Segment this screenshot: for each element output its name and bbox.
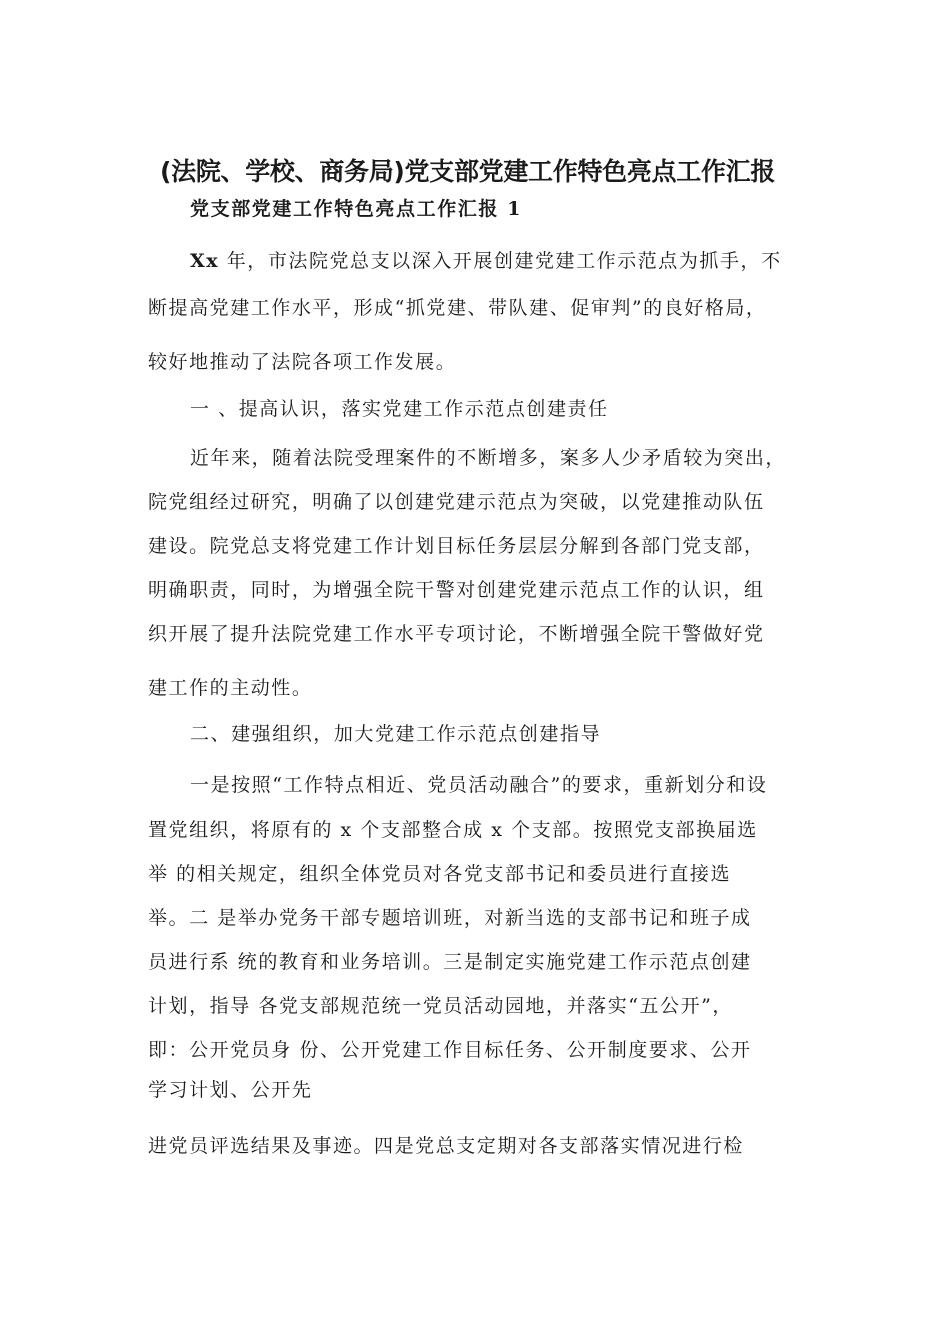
document-subtitle: 党支部党建工作特色亮点工作汇报 1 xyxy=(190,198,523,220)
paragraph-line: 举 的相关规定，组织全体党员对各党支部书记和委员进行直接选 xyxy=(148,863,731,885)
paragraph-line: 较好地推动了法院各项工作发展。 xyxy=(148,351,457,373)
paragraph-line: Xx 年，市法院党总支以深入开展创建党建工作示范点为抓手，不 xyxy=(190,250,782,272)
paragraph-line: 一是按照“工作特点相近、党员活动融合”的要求，重新划分和设 xyxy=(190,774,768,796)
paragraph-line: 学习计划、公开先 xyxy=(148,1079,313,1101)
section-heading: 一 、提高认识，落实党建工作示范点创建责任 xyxy=(190,398,609,420)
document-title: (法院、学校、商务局)党支部党建工作特色亮点工作汇报 xyxy=(160,157,776,186)
paragraph-line: 断提高党建工作水平，形成“抓党建、带队建、促审判”的良好格局， xyxy=(148,297,767,319)
paragraph-line: 院党组经过研究，明确了以创建党建示范点为突破，以党建推动队伍 xyxy=(148,491,765,513)
paragraph-line: 计划，指导 各党支部规范统一党员活动园地，并落实“五公开”， xyxy=(148,995,733,1017)
paragraph-line: 近年来，随着法院受理案件的不断增多，案多人少矛盾较为突出， xyxy=(190,447,786,469)
paragraph-line: 进党员评选结果及事迹。四是党总支定期对各支部落实情况进行检 xyxy=(148,1135,744,1157)
section-heading: 二、建强组织，加大党建工作示范点创建指导 xyxy=(190,723,602,745)
paragraph-line: 建工作的主动性。 xyxy=(148,677,313,699)
paragraph-line: 置党组织，将原有的 x 个支部整合成 x 个支部。按照党支部换届选 xyxy=(148,819,758,841)
paragraph-line: 即：公开党员身 份、公开党建工作目标任务、公开制度要求、公开 xyxy=(148,1039,752,1061)
paragraph-line: 织开展了提升法院党建工作水平专项讨论，不断增强全院干警做好党 xyxy=(148,623,765,645)
paragraph-line: 明确职责，同时，为增强全院干警对创建党建示范点工作的认识，组 xyxy=(148,579,765,601)
paragraph-line: 员进行系 统的教育和业务培训。三是制定实施党建工作示范点创建 xyxy=(148,951,752,973)
paragraph-line: 建设。院党总支将党建工作计划目标任务层层分解到各部门党支部， xyxy=(148,535,765,557)
paragraph-line: 举。二 是举办党务干部专题培训班，对新当选的支部书记和班子成 xyxy=(148,907,752,929)
